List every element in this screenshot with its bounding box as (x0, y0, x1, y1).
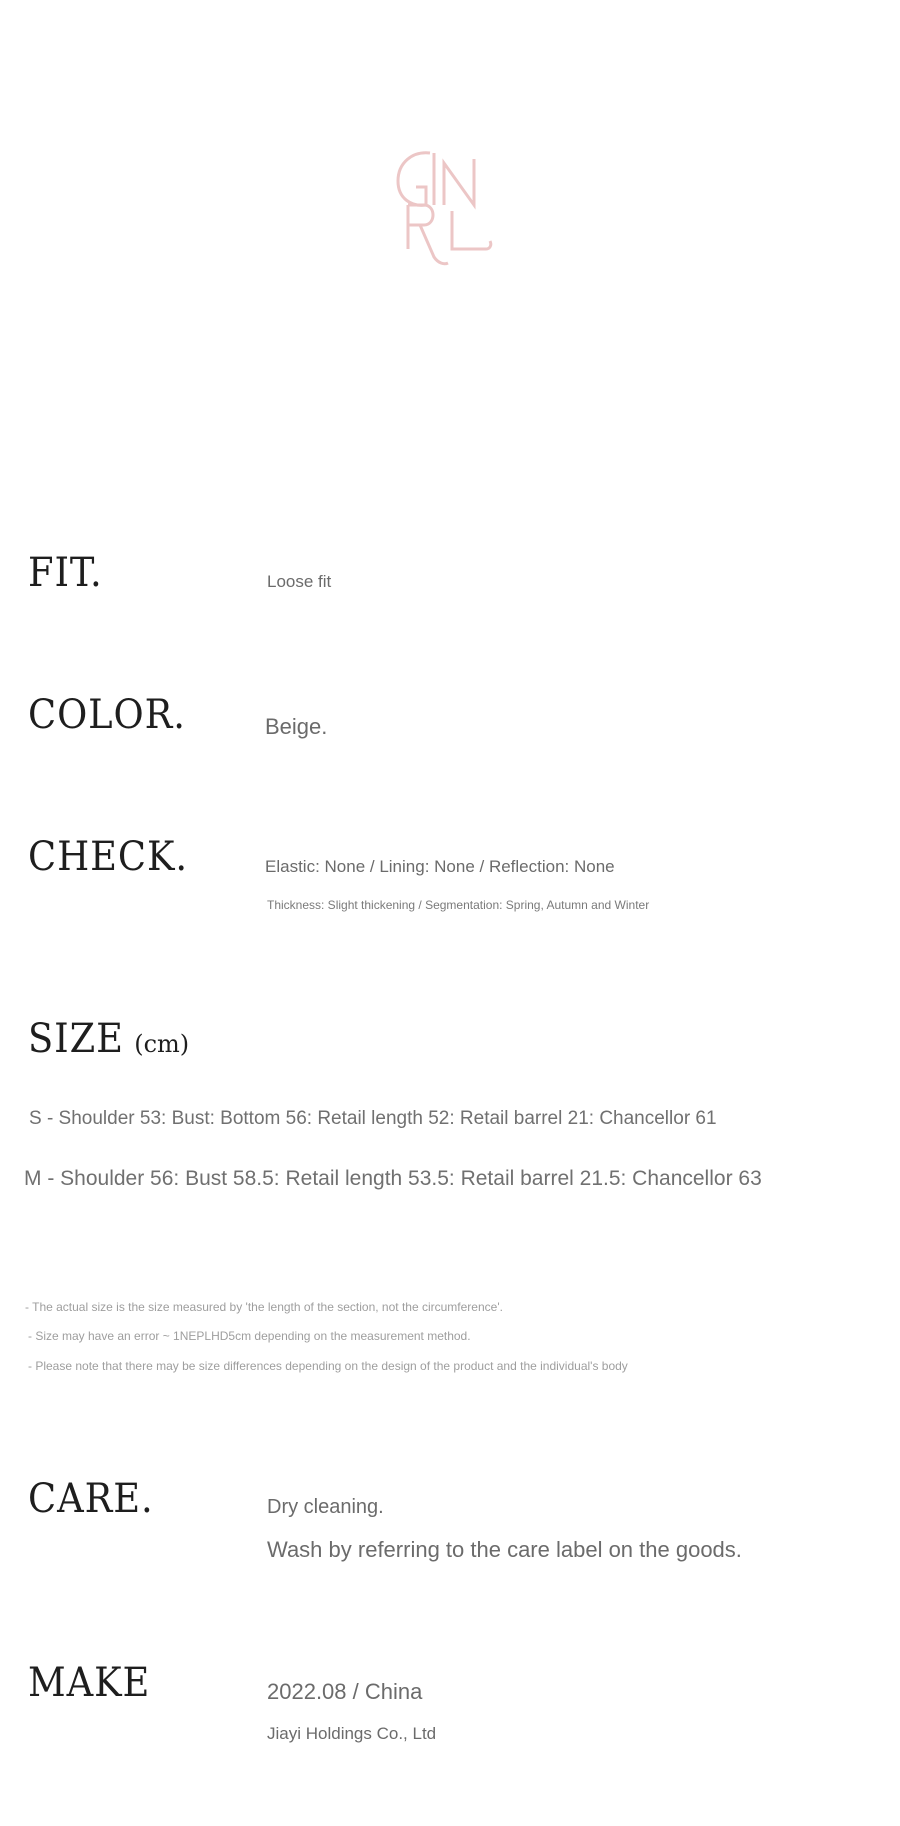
size-note: - The actual size is the size measured by 'the length of the section, not the circumference'. (25, 1300, 503, 1314)
size-note: - Size may have an error ~ 1NEPLHD5cm depending on the measurement method. (28, 1329, 471, 1343)
care-heading: CARE. (28, 1476, 154, 1522)
care-line-1: Dry cleaning. (267, 1496, 384, 1518)
check-line-1: Elastic: None / Lining: None / Reflection: None (265, 857, 615, 876)
brand-logo-mark (390, 145, 510, 275)
fit-value: Loose fit (267, 572, 332, 591)
make-heading: MAKE (28, 1660, 151, 1706)
check-heading: CHECK. (28, 834, 188, 880)
make-line-1: 2022.08 / China (267, 1679, 423, 1704)
size-title (28, 1016, 189, 1062)
care-line-2: Wash by referring to the care label on the goods. (267, 1537, 742, 1562)
check-line-2: Thickness: Slight thickening / Segmentation: Spring, Autumn and Winter (267, 898, 650, 912)
color-heading: COLOR. (28, 692, 186, 738)
make-line-2: Jiayi Holdings Co., Ltd (267, 1724, 437, 1743)
brand-logo (390, 145, 510, 275)
size-row-s: S - Shoulder 53: Bust: Bottom 56: Retail length 52: Retail barrel 21: Chancellor 61 (29, 1108, 717, 1129)
color-value: Beige. (265, 714, 328, 739)
fit-heading: FIT. (28, 550, 103, 596)
size-unit: (cm) (134, 1030, 190, 1058)
size-row-m: M - Shoulder 56: Bust 58.5: Retail length 53.5: Retail barrel 21.5: Chancellor 63 (24, 1167, 762, 1190)
size-note: - Please note that there may be size differences depending on the design of the product and the individual's body (28, 1359, 628, 1373)
size-heading: SIZE (28, 1016, 124, 1062)
